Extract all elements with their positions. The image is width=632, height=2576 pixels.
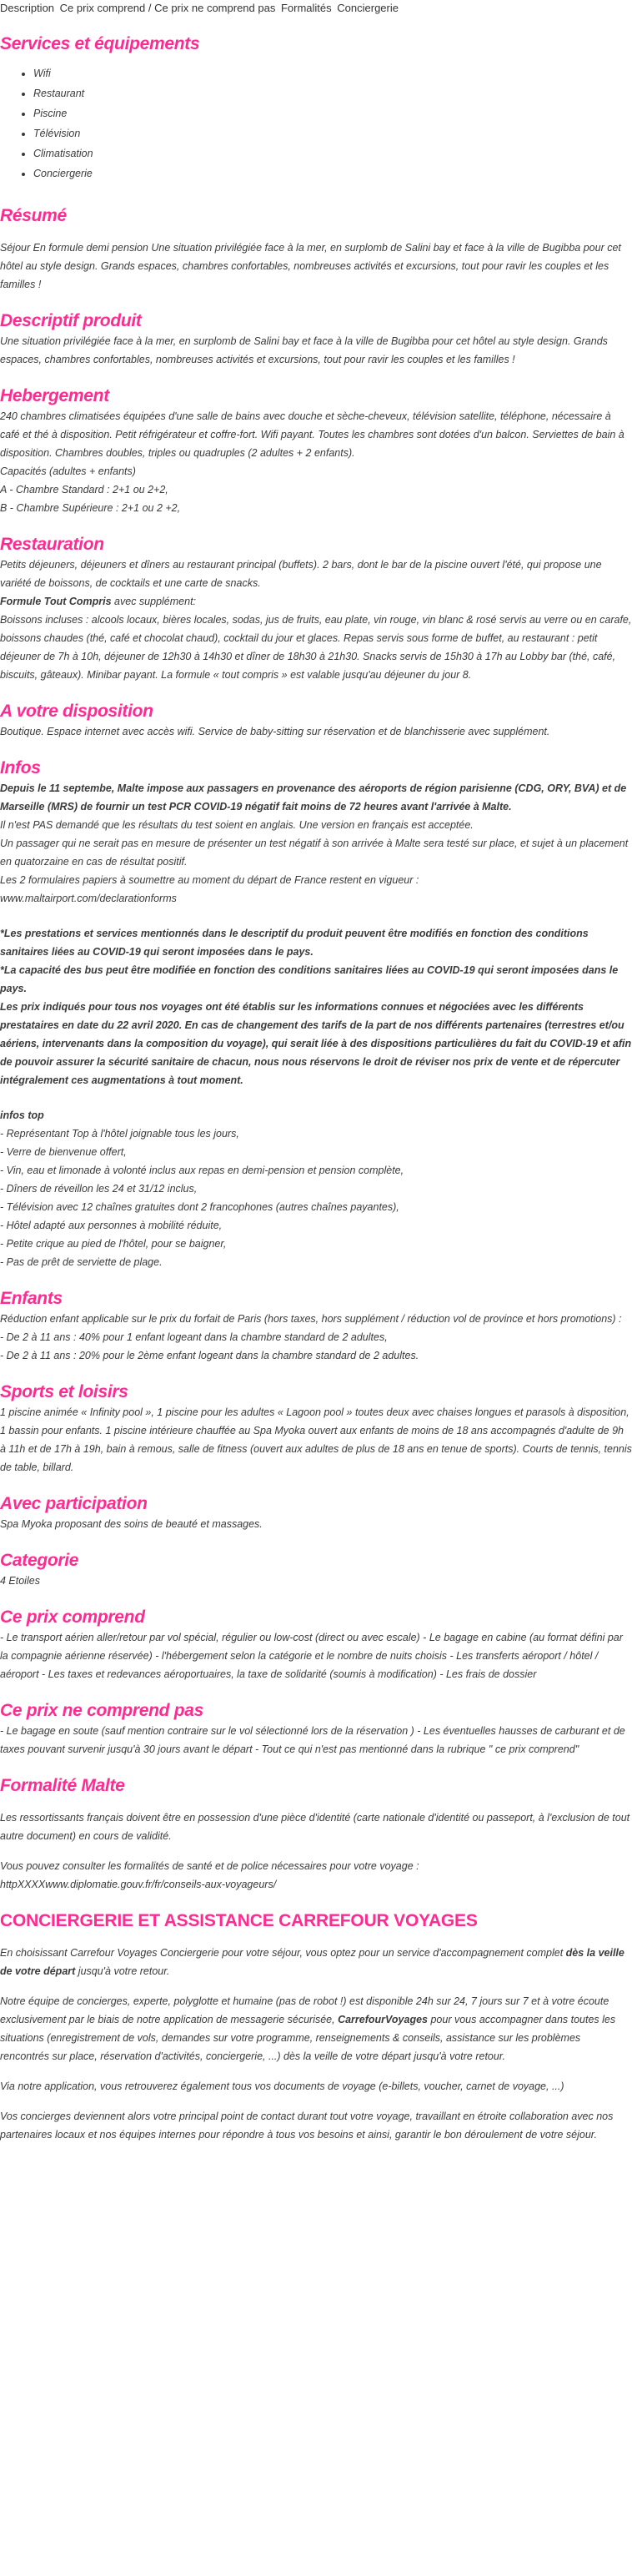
infos-line-1: Il n'est PAS demandé que les résultats du test soient en anglais. Une version en français est acceptée. xyxy=(0,819,474,831)
services-list xyxy=(0,63,632,184)
infos-top-item: - Vin, eau et limonade à volonté inclus aux repas en demi-pension et pension complète, xyxy=(0,1165,404,1176)
conciergerie-p3: Via notre application, vous retrouverez également tous vos documents de voyage (e-billets, voucher, carnet de voyage, ...) xyxy=(0,2080,564,2092)
resume-section xyxy=(0,205,632,294)
tab-bar xyxy=(0,0,632,17)
conciergerie-p2-bold: CarrefourVoyages xyxy=(338,2014,428,2025)
disposition-section xyxy=(0,701,632,741)
descriptif-heading: Descriptif produit xyxy=(0,311,142,330)
infos-top-item: - Petite crique au pied de l'hôtel, pour se baigner, xyxy=(0,1238,227,1250)
tab-conciergerie[interactable]: Conciergerie xyxy=(337,2,399,14)
service-item-restaurant: • Restaurant xyxy=(33,83,632,103)
infos-note-2: *La capacité des bus peut être modifiée en fonction des conditions sanitaires liées au COVID-19 qui seront imposées dans le pays. xyxy=(0,964,619,994)
resume-text: Séjour En formule demi pension Une situation privilégiée face à la mer, en surplomb de Salini bay et face à la ville de Bugibba pour cet hôtel au style design. Grands espaces, chambres confortables, nombreuses activités et excursions, tout pour ravir les couples et les familles ! xyxy=(0,242,621,290)
services-heading: Services et équipements xyxy=(0,34,200,53)
sports-section xyxy=(0,1381,632,1477)
restauration-boissons: Boissons incluses : alcools locaux, bières locales, sodas, jus de fruits, eau plate, vin rouge, vin blanc & rosé servis au verre ou en carafe, boissons chaudes (thé, café et chocolat chaud), cocktail du jour et glaces. Repas servis sous forme de buffet, au restaurant : petit déjeuner de 7h à 10h, déjeuner de 12h30 à 14h30 et dîner de 18h30 à 21h30. Snacks servis de 15h30 à 17h au Lobby bar (thé, café, biscuits, gâteaux). Minibar payant. La formule « tout compris » est valable jusqu'au déjeuner du jour 8. xyxy=(0,614,632,681)
formule-label: Formule Tout Compris xyxy=(0,596,112,607)
infos-section xyxy=(0,757,632,1271)
disposition-heading: A votre disposition xyxy=(0,702,153,721)
conciergerie-section xyxy=(0,1910,632,2144)
descriptif-text: Une situation privilégiée face à la mer, en surplomb de Salini bay et face à la ville de Bugibba pour cet hôtel au style design. Grands espaces, chambres confortables, nombreuses activités et excursions, tout pour ravir les couples et les familles ! xyxy=(0,335,608,365)
tab-formalites[interactable]: Formalités xyxy=(280,2,332,14)
services-section xyxy=(0,33,632,184)
participation-section xyxy=(0,1493,632,1533)
service-item-conciergerie: • Conciergerie xyxy=(33,164,632,184)
formalite-section xyxy=(0,1775,632,1894)
resume-heading: Résumé xyxy=(0,206,67,225)
disposition-text: Boutique. Espace internet avec accès wifi. Service de baby-sitting sur réservation et de blanchisserie avec supplément. xyxy=(0,726,550,737)
formalite-text-1: Les ressortissants français doivent être en possession d'une pièce d'identité (carte nationale d'identité ou passeport, à l'exclusion de tout autre document) en cours de validité. xyxy=(0,1812,630,1842)
infos-covid-intro: Depuis le 11 septembe, Malte impose aux passagers en provenance des aéroports de région parisienne (CDG, ORY, BVA) et de Marseille (MRS) de fournir un test PCR COVID-19 négatif fait moins de 72 heures avant l'arrivée à Malte. xyxy=(0,782,627,813)
participation-text: Spa Myoka proposant des soins de beauté et massages. xyxy=(0,1518,263,1530)
conciergerie-p2-text: Notre équipe de concierges, experte, polyglotte et humaine (pas de robot !) est disponible 24h sur 24, 7 jours sur 7 et à votre écoute exclusivement par le biais de notre application de messagerie sécurisée, xyxy=(0,1995,609,2025)
infos-line-3: Les 2 formulaires papiers à soumettre au moment du départ de France restent en vigueur : xyxy=(0,874,419,886)
formule-suffix: avec supplément: xyxy=(111,596,197,607)
restauration-formule xyxy=(0,592,632,611)
restauration-text: Petits déjeuners, déjeuners et dîners au restaurant principal (buffets). 2 bars, dont le bar de la piscine ouvert l'été, qui propose une variété de boissons, de cocktails et une carte de snacks. xyxy=(0,559,602,589)
hebergement-section xyxy=(0,385,632,517)
descriptif-section xyxy=(0,310,632,369)
formalite-heading: Formalité Malte xyxy=(0,1776,125,1795)
infos-top-item: - Dîners de réveillon les 24 et 31/12 inclus, xyxy=(0,1183,198,1195)
service-item-television: • Télévision xyxy=(33,123,632,143)
infos-note-1: *Les prestations et services mentionnés dans le descriptif du produit peuvent être modifiés en fonction des conditions sanitaires liées au COVID-19 qui seront imposées dans le pays. xyxy=(0,928,589,958)
hebergement-text: 240 chambres climatisées équipées d'une salle de bains avec douche et sèche-cheveux, télévision satellite, téléphone, nécessaire à café et thé à disposition. Petit réfrigérateur et coffre-fort. Wifi payant. Toutes les chambres sont dotées d'un balcon. Serviettes de bain à disposition. Chambres doubles, triples ou quadruples (2 adultes + 2 enfants). xyxy=(0,410,624,459)
categorie-section xyxy=(0,1550,632,1590)
infos-heading: Infos xyxy=(0,758,41,777)
infos-top-item: - Pas de prêt de serviette de plage. xyxy=(0,1256,163,1268)
enfants-heading: Enfants xyxy=(0,1289,63,1308)
hebergement-chambre-a: A - Chambre Standard : 2+1 ou 2+2, xyxy=(0,484,168,496)
infos-note-3: Les prix indiqués pour tous nos voyages ont été établis sur les informations connues et négociées avec les différents prestataires en date du 22 avril 2020. En cas de changement des tarifs de la part de nos différents partenaires (terrestres et/ou aériens, intervenants dans la composition du voyage), qui serait liée à des dispositions particulières du fait du COVID-19 et afin de pouvoir assurer la sécurité sanitaire de chacun, nous nous réservons le droit de réviser nos prix de vente et de répercuter intégralement ces augmentations à tout moment. xyxy=(0,1001,632,1086)
hebergement-capacites: Capacités (adultes + enfants) xyxy=(0,465,136,477)
enfants-item: - De 2 à 11 ans : 40% pour 1 enfant logeant dans la chambre standard de 2 adultes, xyxy=(0,1331,388,1343)
infos-top-item: - Télévision avec 12 chaînes gratuites dont 2 francophones (autres chaînes payantes), xyxy=(0,1201,399,1213)
conciergerie-p2-end: pour vous accompagner dans toutes les situations (enregistrement de vols, demandes sur votre programme, renseignements & conseils, assistance sur les problèmes rencontrés sur place, réservation d'activités, conciergerie, ...) dès la veille de votre départ jusqu'à votre retour. xyxy=(0,2014,616,2062)
sports-heading: Sports et loisirs xyxy=(0,1382,128,1401)
ne-comprend-section xyxy=(0,1700,632,1758)
restauration-section xyxy=(0,534,632,684)
enfants-item: - De 2 à 11 ans : 20% pour le 2ème enfant logeant dans la chambre standard de 2 adultes. xyxy=(0,1350,419,1361)
categorie-heading: Categorie xyxy=(0,1551,79,1570)
hebergement-chambre-b: B - Chambre Supérieure : 2+1 ou 2 +2, xyxy=(0,502,181,514)
infos-declaration-link[interactable]: www.maltairport.com/declarationforms xyxy=(0,893,177,904)
categorie-text: 4 Etoiles xyxy=(0,1575,40,1587)
tab-description[interactable]: Description xyxy=(0,2,55,14)
infos-line-2: Un passager qui ne serait pas en mesure de présenter un test négatif à son arrivée à Malte sera testé sur place, et sujet à un placement en quatorzaine en cas de résultat positif. xyxy=(0,838,629,868)
restauration-heading: Restauration xyxy=(0,535,104,554)
infos-top-item: - Verre de bienvenue offert, xyxy=(0,1146,127,1158)
conciergerie-p1-bold: dès la veille de votre départ xyxy=(0,1947,624,1977)
conciergerie-p2 xyxy=(0,1992,632,2065)
conciergerie-p1-text: En choisissant Carrefour Voyages Conciergerie pour votre séjour, vous optez pour un service d'accompagnement complet xyxy=(0,1947,566,1959)
formalite-diplomatie-link[interactable]: httpXXXXwww.diplomatie.gouv.fr/fr/conseils-aux-voyageurs/ xyxy=(0,1879,277,1890)
infos-top-title: infos top xyxy=(0,1109,44,1121)
tab-ce-prix-comprend[interactable]: Ce prix comprend / Ce prix ne comprend pas xyxy=(59,2,276,14)
hebergement-heading: Hebergement xyxy=(0,386,109,405)
conciergerie-heading: CONCIERGERIE ET ASSISTANCE CARREFOUR VOYAGES xyxy=(0,1911,478,1930)
service-item-climatisation: • Climatisation xyxy=(33,143,632,164)
conciergerie-p1 xyxy=(0,1944,632,1980)
comprend-heading: Ce prix comprend xyxy=(0,1607,145,1627)
sports-text: 1 piscine animée « Infinity pool », 1 piscine pour les adultes « Lagoon pool » toutes deux avec chaises longues et parasols à disposition, 1 bassin pour enfants. 1 piscine intérieure chauffée au Spa Myoka ouvert aux enfants de moins de 18 ans accompagnés d'adulte de 9h à 11h et de 17h à 19h, bain à remous, salle de fitness (ouvert aux adultes de plus de 18 ans en tenue de sports). Courts de tennis, tennis de table, billard. xyxy=(0,1406,632,1473)
enfants-section xyxy=(0,1288,632,1365)
conciergerie-p1-end: jusqu'à votre retour. xyxy=(75,1965,170,1977)
comprend-text: - Le transport aérien aller/retour par vol spécial, régulier ou low-cost (direct ou avec escale) - Le bagage en cabine (au format défini par la compagnie aérienne réservée) - l'hébergement selon la catégorie et le nombre de nuits choisis - Les transferts aéroport / hôtel / aéroport - Les taxes et redevances aéroportuaires, la taxe de solidarité (soumis à modification) - Les frais de dossier xyxy=(0,1632,623,1680)
formalite-text-2: Vous pouvez consulter les formalités de santé et de police nécessaires pour votre voyage : xyxy=(0,1860,419,1872)
ne-comprend-heading: Ce prix ne comprend pas xyxy=(0,1701,204,1720)
infos-top-item: - Représentant Top à l'hôtel joignable tous les jours, xyxy=(0,1128,239,1140)
enfants-text: Réduction enfant applicable sur le prix du forfait de Paris (hors taxes, hors supplément / réduction vol de province et hors promotions) : xyxy=(0,1313,622,1325)
infos-top-item: - Hôtel adapté aux personnes à mobilité réduite, xyxy=(0,1220,223,1231)
comprend-section xyxy=(0,1607,632,1683)
service-item-piscine: • Piscine xyxy=(33,103,632,123)
conciergerie-p4: Vos concierges deviennent alors votre principal point de contact durant tout votre voyage, travaillant en étroite collaboration avec nos partenaires locaux et nos équipes internes pour répondre à tous vos besoins et ainsi, garantir le bon déroulement de votre séjour. xyxy=(0,2111,614,2141)
service-item-wifi: • Wifi xyxy=(33,63,632,83)
ne-comprend-text: - Le bagage en soute (sauf mention contraire sur le vol sélectionné lors de la réservation ) - Les éventuelles hausses de carburant et de taxes pouvant survenir jusqu'à 30 jours avant le départ - Tout ce qui n'est pas mentionné dans la rubrique " ce prix comprend" xyxy=(0,1725,625,1755)
participation-heading: Avec participation xyxy=(0,1494,148,1513)
